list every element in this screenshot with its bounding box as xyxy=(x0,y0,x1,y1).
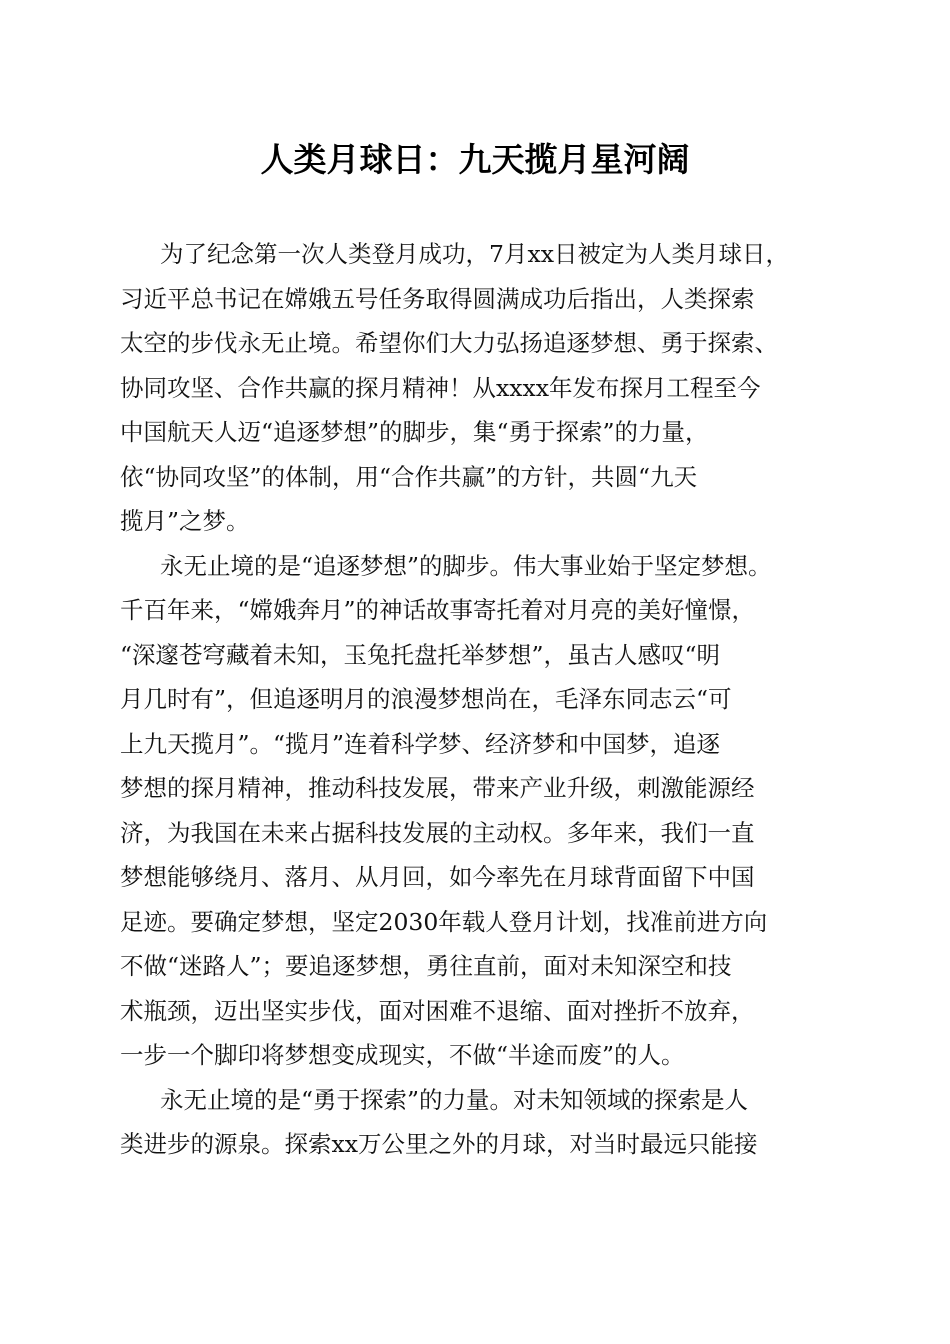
document-body xyxy=(120,232,832,1167)
text-line: 中国航天人迈“追逐梦想”的脚步，集“勇于探索”的力量， xyxy=(120,418,709,446)
text-line: 千百年来，“嫦娥奔月”的神话故事寄托着对月亮的美好憧憬， xyxy=(120,596,756,624)
text-line: 济，为我国在未来占据科技发展的主动权。多年来，我们一直 xyxy=(120,818,755,847)
text-line: 不做“迷路人”；要追逐梦想，勇往直前，面对未知深空和技 xyxy=(120,952,732,980)
text-line: 太空的步伐永无止境。希望你们大力弘扬追逐梦想、勇于探索、 xyxy=(120,329,778,357)
text-line: 协同攻坚、合作共赢的探月精神！从xxxx年发布探月工程至今 xyxy=(120,373,761,402)
text-line: 依“协同攻坚”的体制，用“合作共赢”的方针，共圆“九天 xyxy=(120,462,698,491)
text-line: 梦想的探月精神，推动科技发展，带来产业升级，刺激能源经 xyxy=(120,774,755,802)
text-line: 为了纪念第一次人类登月成功，7月xx日被定为人类月球日， xyxy=(160,240,789,268)
text-line: 习近平总书记在嫦娥五号任务取得圆满成功后指出，人类探索 xyxy=(120,284,755,313)
text-line: 术瓶颈，迈出坚实步伐，面对困难不退缩、面对挫折不放弃， xyxy=(120,996,755,1025)
text-line: “深邃苍穹藏着未知，玉兔托盘托举梦想”，虽古人感叹“明 xyxy=(120,640,721,669)
text-line: 足迹。要确定梦想，坚定2030年载人登月计划，找准前进方向 xyxy=(120,907,768,936)
text-line: 一步一个脚印将梦想变成现实，不做“半途而废”的人。 xyxy=(120,1041,685,1069)
text-line: 上九天揽月”。“揽月”连着科学梦、经济梦和中国梦，追逐 xyxy=(120,729,721,758)
paragraph xyxy=(120,1078,832,1167)
text-line: 永无止境的是“追逐梦想”的脚步。伟大事业始于坚定梦想。 xyxy=(160,551,772,580)
text-line: 永无止境的是“勇于探索”的力量。对未知领域的探索是人 xyxy=(160,1085,749,1114)
text-line: 揽月”之梦。 xyxy=(120,507,250,535)
paragraph xyxy=(120,232,832,544)
text-line: 梦想能够绕月、落月、从月回，如今率先在月球背面留下中国 xyxy=(120,863,755,891)
text-line: 月几时有”，但追逐明月的浪漫梦想尚在，毛泽东同志云“可 xyxy=(120,685,732,713)
paragraph xyxy=(120,544,832,1078)
document-title: 人类月球日：九天揽月星河阔 xyxy=(260,140,690,179)
text-line: 类进步的源泉。探索xx万公里之外的月球，对当时最远只能接 xyxy=(120,1130,758,1158)
